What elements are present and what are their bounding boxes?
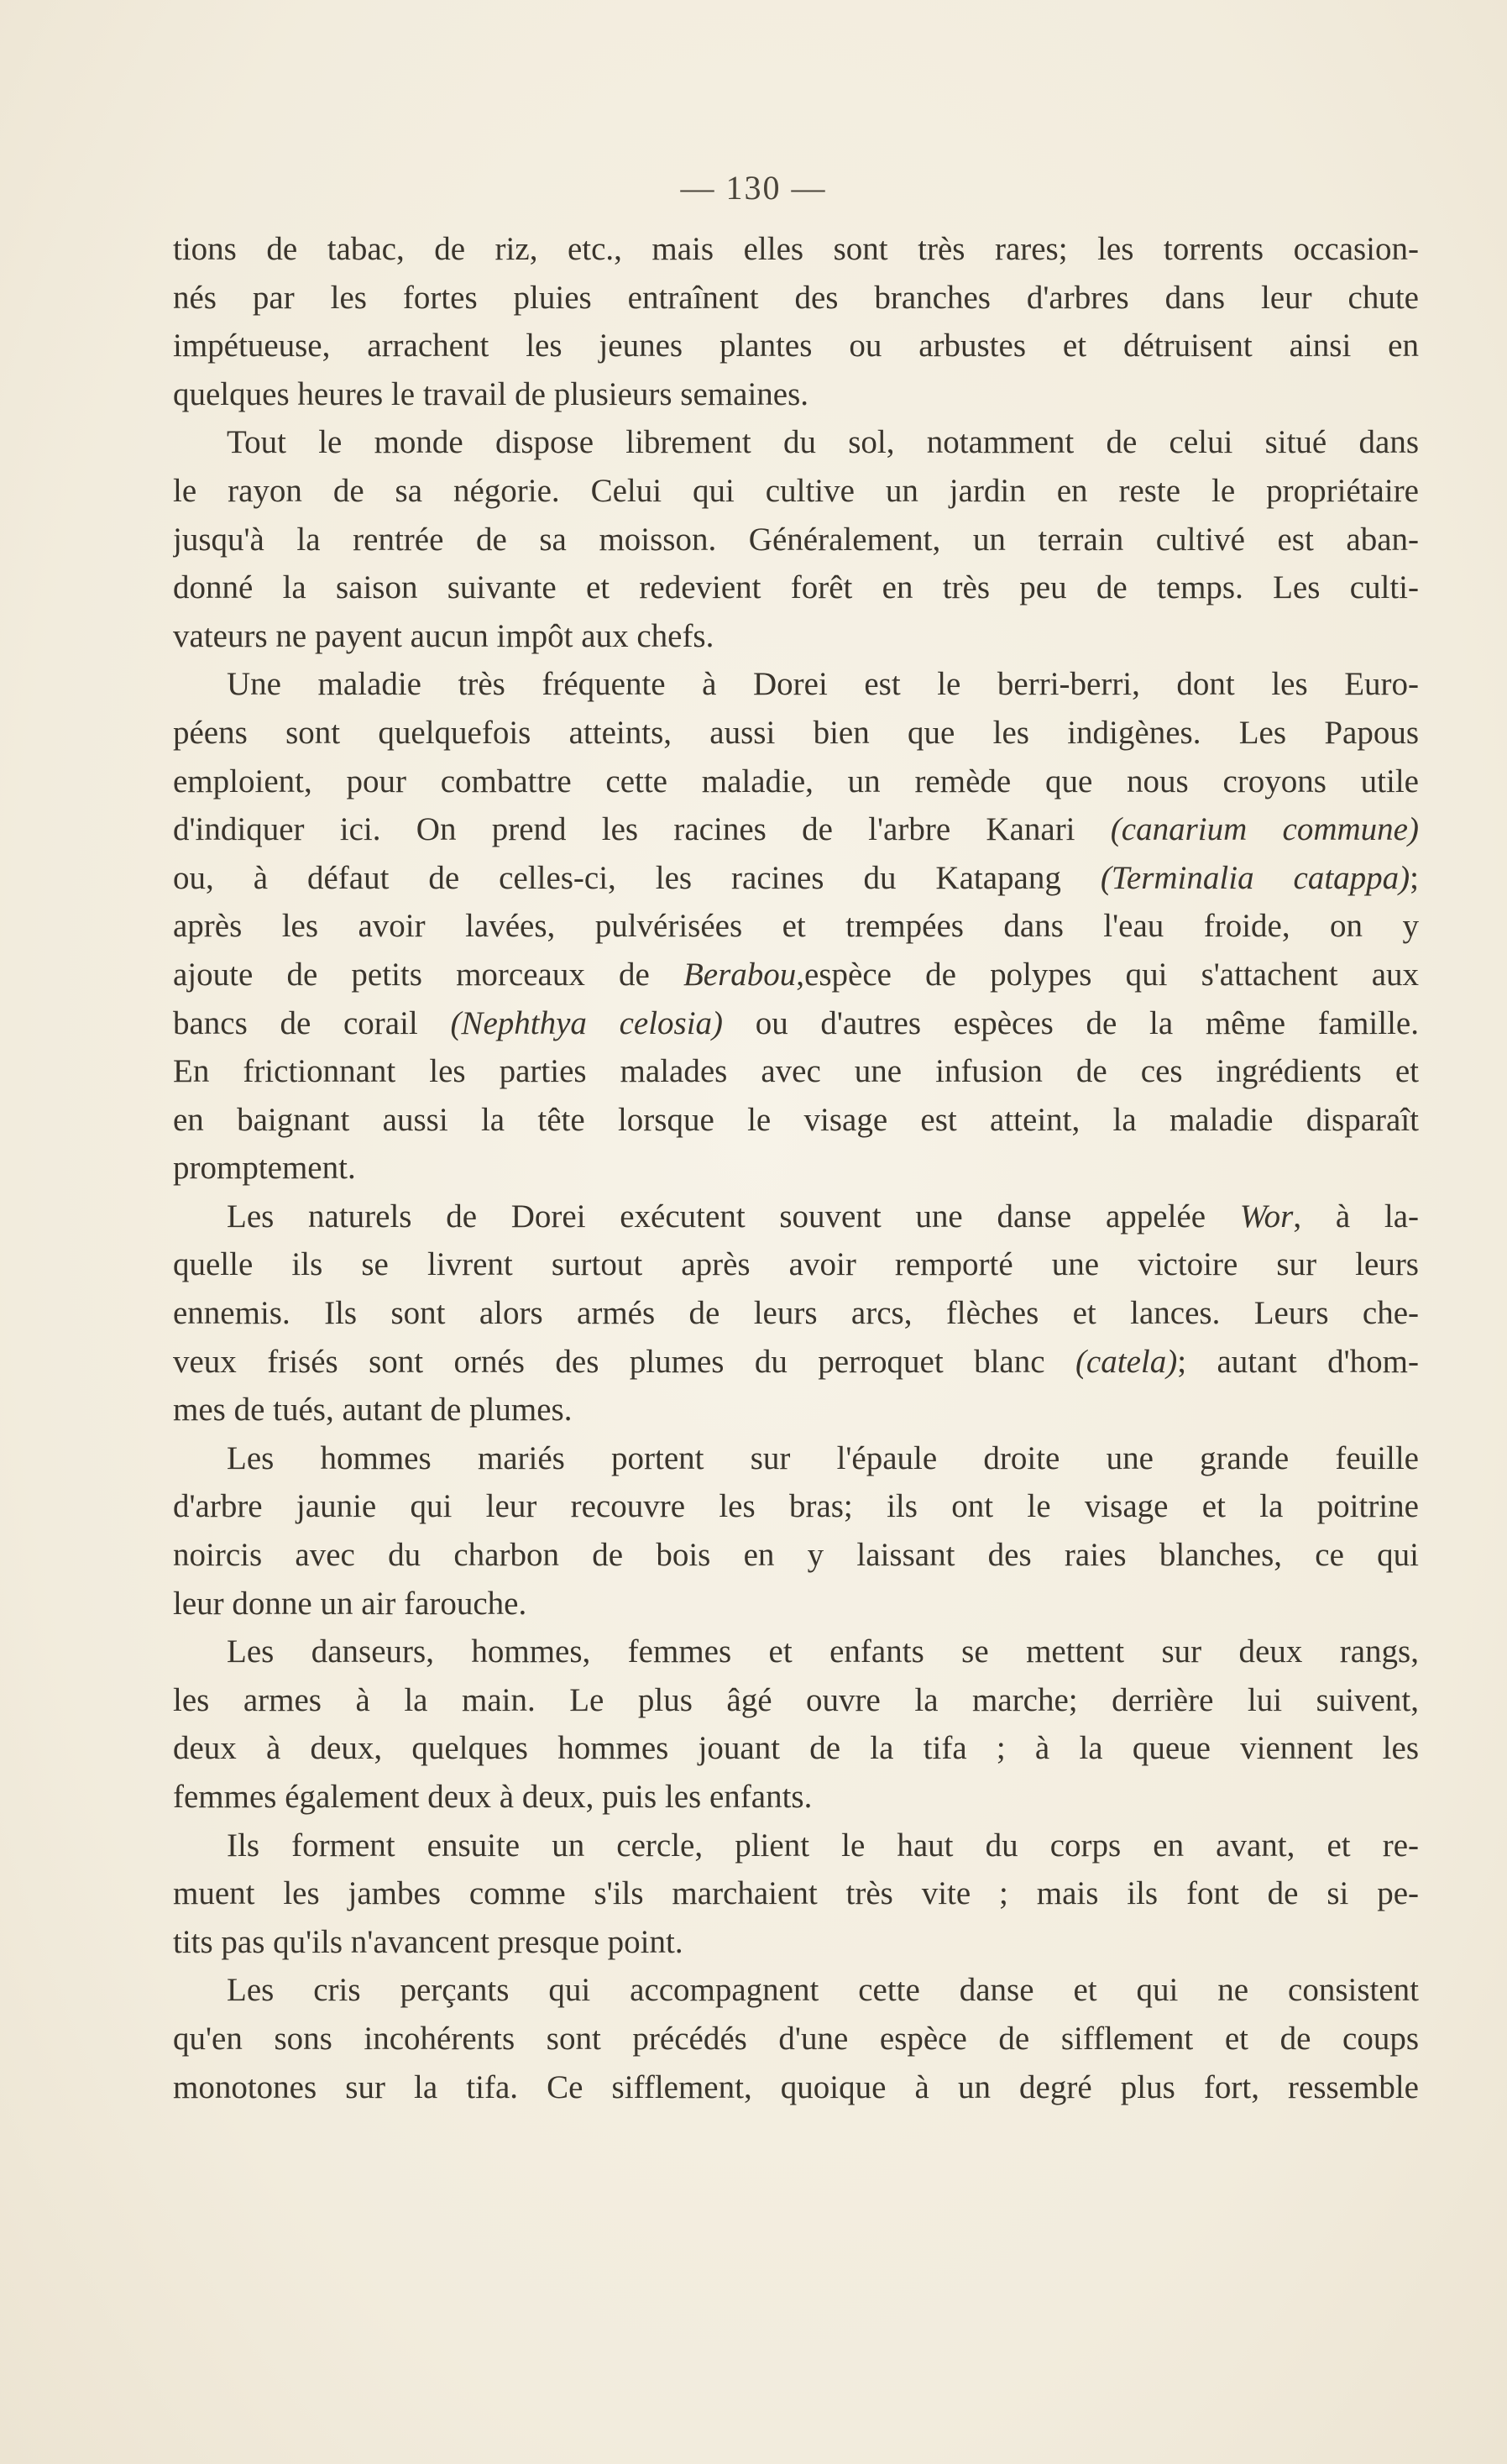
text-line: noircis avec du charbon de bois en y laissant des raies blanches, ce qui xyxy=(173,1537,1419,1574)
text-line: emploient, pour combattre cette maladie, un remède que nous croyons utile xyxy=(173,763,1419,799)
text-line xyxy=(173,999,1419,1048)
text-segment: d'indiquer ici. On prend les racines de l'arbre Kanari xyxy=(173,811,1075,848)
text-line: d'arbre jaunie qui leur recouvre les bras; ils ont le visage et la poitrine xyxy=(173,1488,1419,1525)
paragraph-6 xyxy=(173,1628,1419,1821)
text-line: leur donne un air farouche. xyxy=(173,1585,527,1622)
text-line: promptement. xyxy=(173,1150,356,1187)
text-line: deux à deux, quelques hommes jouant de la tifa ; à la queue viennent les xyxy=(173,1730,1419,1767)
text-line: quelle ils se livrent surtout après avoir remporté une victoire sur leurs xyxy=(173,1246,1419,1283)
paragraph-1 xyxy=(173,225,1419,418)
paragraph-4 xyxy=(173,1193,1419,1434)
text-line: En frictionnant les parties malades avec une infusion de ces ingrédients et xyxy=(173,1053,1419,1090)
text-segment: ; xyxy=(1410,859,1419,896)
local-name-catela: (catela) xyxy=(1075,1343,1178,1380)
text-line: péens sont quelquefois atteints, aussi bien que les indigènes. Les Papous xyxy=(173,714,1419,751)
text-line: quelques heures le travail de plusieurs semaines. xyxy=(173,375,809,412)
text-line: vateurs ne payent aucun impôt aux chefs. xyxy=(173,617,714,654)
text-line: Les hommes mariés portent sur l'épaule droite une grande feuille xyxy=(227,1439,1419,1476)
text-line: les armes à la main. Le plus âgé ouvre la marche; derrière lui suivent, xyxy=(173,1681,1419,1718)
text-line: mes de tués, autant de plumes. xyxy=(173,1392,573,1429)
text-line: Une maladie très fréquente à Dorei est le berri-berri, dont les Euro- xyxy=(227,666,1419,703)
text-line: après les avoir lavées, pulvérisées et trempées dans l'eau froide, on y xyxy=(173,908,1419,945)
text-line: en baignant aussi la tête lorsque le visage est atteint, la maladie disparaît xyxy=(173,1101,1419,1138)
text-line: tions de tabac, de riz, etc., mais elles sont très rares; les torrents occasion- xyxy=(173,231,1419,267)
text-line: nés par les fortes pluies entraînent des branches d'arbres dans leur chute xyxy=(173,279,1419,316)
dance-name-wor: Wor xyxy=(1239,1198,1294,1235)
paragraph-2 xyxy=(173,418,1419,660)
text-line: Ils forment ensuite un cercle, plient le haut du corps en avant, et re- xyxy=(227,1827,1419,1864)
text-segment: Les naturels de Dorei exécutent souvent une danse appelée xyxy=(227,1198,1206,1235)
text-line xyxy=(173,1338,1419,1387)
text-line xyxy=(173,854,1419,903)
latin-name-nephthya: (Nephthya celosia) xyxy=(450,1004,724,1041)
text-segment: ajoute de petits morceaux de xyxy=(173,956,650,993)
text-line: muent les jambes comme s'ils marchaient très vite ; mais ils font de si pe- xyxy=(173,1875,1419,1912)
page-number: — 130 — xyxy=(680,169,827,207)
body-text xyxy=(173,225,1419,2111)
text-segment: ,espèce de polypes qui s'attachent aux xyxy=(796,956,1419,993)
latin-name-terminalia: (Terminalia catappa) xyxy=(1100,859,1410,896)
text-segment: ; autant d'hom- xyxy=(1177,1343,1419,1380)
paragraph-8 xyxy=(173,1966,1419,2111)
text-line: le rayon de sa négorie. Celui qui cultive un jardin en reste le propriétaire xyxy=(173,472,1419,509)
latin-name-canarium: (canarium commune) xyxy=(1110,811,1419,848)
text-line: qu'en sons incohérents sont précédés d'une espèce de sifflement et de coups xyxy=(173,2020,1419,2057)
text-segment: , à la- xyxy=(1293,1198,1419,1235)
text-segment: ou, à défaut de celles-ci, les racines du Katapang xyxy=(173,859,1061,896)
local-name-berabou: Berabou xyxy=(683,956,797,993)
text-line xyxy=(173,1193,1419,1241)
paragraph-7 xyxy=(173,1822,1419,1967)
text-line: Les danseurs, hommes, femmes et enfants se mettent sur deux rangs, xyxy=(227,1633,1419,1670)
text-line: impétueuse, arrachent les jeunes plantes ou arbustes et détruisent ainsi en xyxy=(173,328,1419,364)
text-line: ennemis. Ils sont alors armés de leurs arcs, flèches et lances. Leurs che- xyxy=(173,1295,1419,1332)
text-line xyxy=(173,805,1419,854)
text-segment: bancs de corail xyxy=(173,1004,418,1041)
text-line: jusqu'à la rentrée de sa moisson. Généralement, un terrain cultivé est aban- xyxy=(173,521,1419,558)
text-line: Tout le monde dispose librement du sol, notamment de celui situé dans xyxy=(227,424,1419,461)
text-line: monotones sur la tifa. Ce sifflement, quoique à un degré plus fort, ressemble xyxy=(173,2068,1419,2105)
text-line: femmes également deux à deux, puis les enfants. xyxy=(173,1779,813,1815)
text-line: tits pas qu'ils n'avancent presque point. xyxy=(173,1923,683,1960)
text-line: donné la saison suivante et redevient forêt en très peu de temps. Les culti- xyxy=(173,569,1419,606)
paragraph-3 xyxy=(173,660,1419,1193)
text-line xyxy=(173,951,1419,999)
text-segment: veux frisés sont ornés des plumes du perroquet blanc xyxy=(173,1343,1045,1380)
text-segment: ou d'autres espèces de la même famille. xyxy=(755,1004,1419,1041)
paragraph-5 xyxy=(173,1434,1419,1628)
text-line: Les cris perçants qui accompagnent cette danse et qui ne consistent xyxy=(227,1972,1419,2009)
